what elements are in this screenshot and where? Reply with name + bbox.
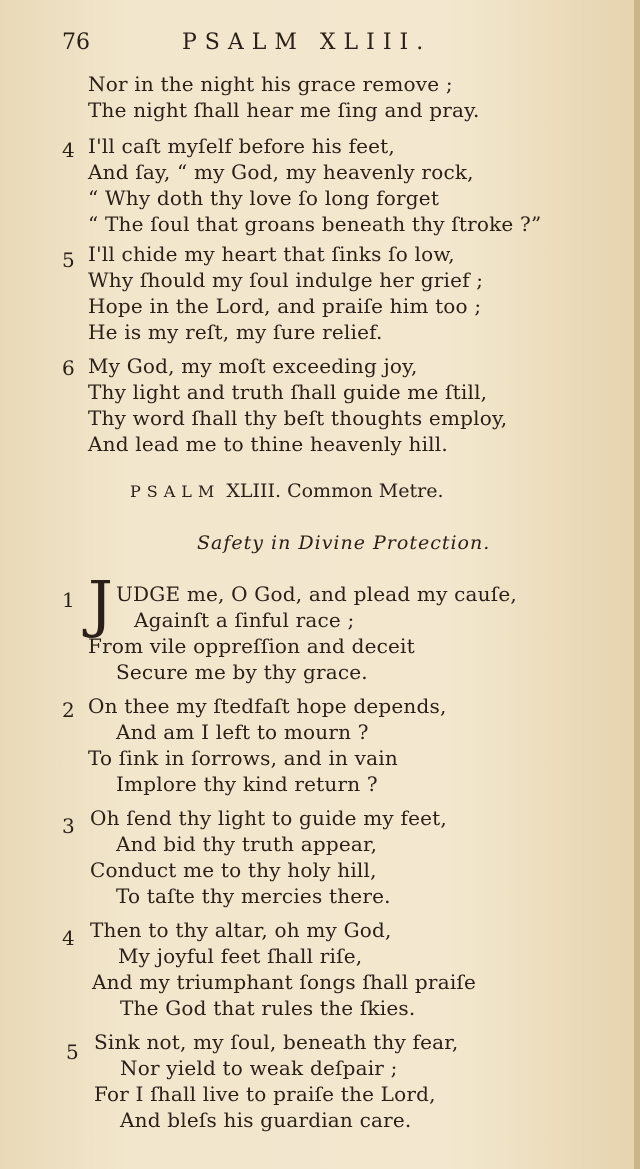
stanza-number: 2 xyxy=(62,698,75,722)
verse-line: My joyful feet ſhall riſe, xyxy=(118,944,363,968)
page-number: 76 xyxy=(62,30,90,55)
verse-line: Implore thy kind return ? xyxy=(116,772,378,796)
verse-line: Sink not, my ſoul, beneath thy fear, xyxy=(94,1030,459,1054)
psalm-heading-rest: XLIII. Common Metre. xyxy=(226,480,444,502)
verse-line: Then to thy altar, oh my God, xyxy=(90,918,392,942)
verse-line: “ Why doth thy love ſo long forget xyxy=(88,186,440,210)
verse-line: Hope in the Lord, and praiſe him too ; xyxy=(88,294,482,318)
verse-line: He is my reſt, my ſure relief. xyxy=(88,320,383,344)
verse-line: Thy word ſhall thy beſt thoughts employ, xyxy=(88,406,508,430)
verse-line: The God that rules the ſkies. xyxy=(120,996,416,1020)
verse-line: Why ſhould my ſoul indulge her grief ; xyxy=(88,268,484,292)
verse-line: For I ſhall live to praiſe the Lord, xyxy=(94,1082,436,1106)
verse-line: Conduct me to thy holy hill, xyxy=(90,858,377,882)
psalm-heading-word: PSALM xyxy=(130,482,221,501)
verse-line: The night ſhall hear me ſing and pray. xyxy=(88,98,480,122)
verse-line: To taſte thy mercies there. xyxy=(116,884,391,908)
running-title: PSALM XLIII. xyxy=(182,30,432,55)
verse-line: Againſt a ſinful race ; xyxy=(134,608,355,632)
stanza-number: 4 xyxy=(62,138,75,162)
stanza-number: 4 xyxy=(62,926,75,950)
stanza-number: 3 xyxy=(62,814,75,838)
verse-line: Nor in the night his grace remove ; xyxy=(88,72,453,96)
verse-line: UDGE me, O God, and plead my cauſe, xyxy=(116,582,517,606)
psalm-subtitle: Safety in Divine Protection. xyxy=(197,532,491,554)
drop-cap: J xyxy=(88,567,113,640)
stanza-number: 6 xyxy=(62,356,75,380)
verse-line: My God, my moſt exceeding joy, xyxy=(88,354,418,378)
verse-line: On thee my ſtedfaſt hope depends, xyxy=(88,694,447,718)
stanza-number: 5 xyxy=(62,248,75,272)
verse-line: And my triumphant ſongs ſhall praiſe xyxy=(92,970,477,994)
verse-line: Nor yield to weak deſpair ; xyxy=(120,1056,398,1080)
verse-line: I'll caſt myſelf before his feet, xyxy=(88,134,395,158)
verse-line: From vile oppreſſion and deceit xyxy=(88,634,415,658)
verse-line: And am I left to mourn ? xyxy=(116,720,369,744)
verse-line: To ſink in ſorrows, and in vain xyxy=(88,746,398,770)
verse-line: Thy light and truth ſhall guide me ſtill, xyxy=(88,380,488,404)
verse-line: And bleſs his guardian care. xyxy=(120,1108,412,1132)
page-edge xyxy=(634,0,640,1169)
verse-line: And ſay, “ my God, my heavenly rock, xyxy=(88,160,474,184)
verse-line: Secure me by thy grace. xyxy=(116,660,368,684)
verse-line: And bid thy truth appear, xyxy=(116,832,378,856)
verse-line: Oh ſend thy light to guide my feet, xyxy=(90,806,447,830)
verse-line: And lead me to thine heavenly hill. xyxy=(88,432,448,456)
verse-line: “ The ſoul that groans beneath thy ſtroke ?” xyxy=(88,212,542,236)
stanza-number: 1 xyxy=(62,588,75,612)
psalm-heading xyxy=(130,480,444,502)
verse-line: I'll chide my heart that ſinks ſo low, xyxy=(88,242,455,266)
stanza-number: 5 xyxy=(66,1040,79,1064)
